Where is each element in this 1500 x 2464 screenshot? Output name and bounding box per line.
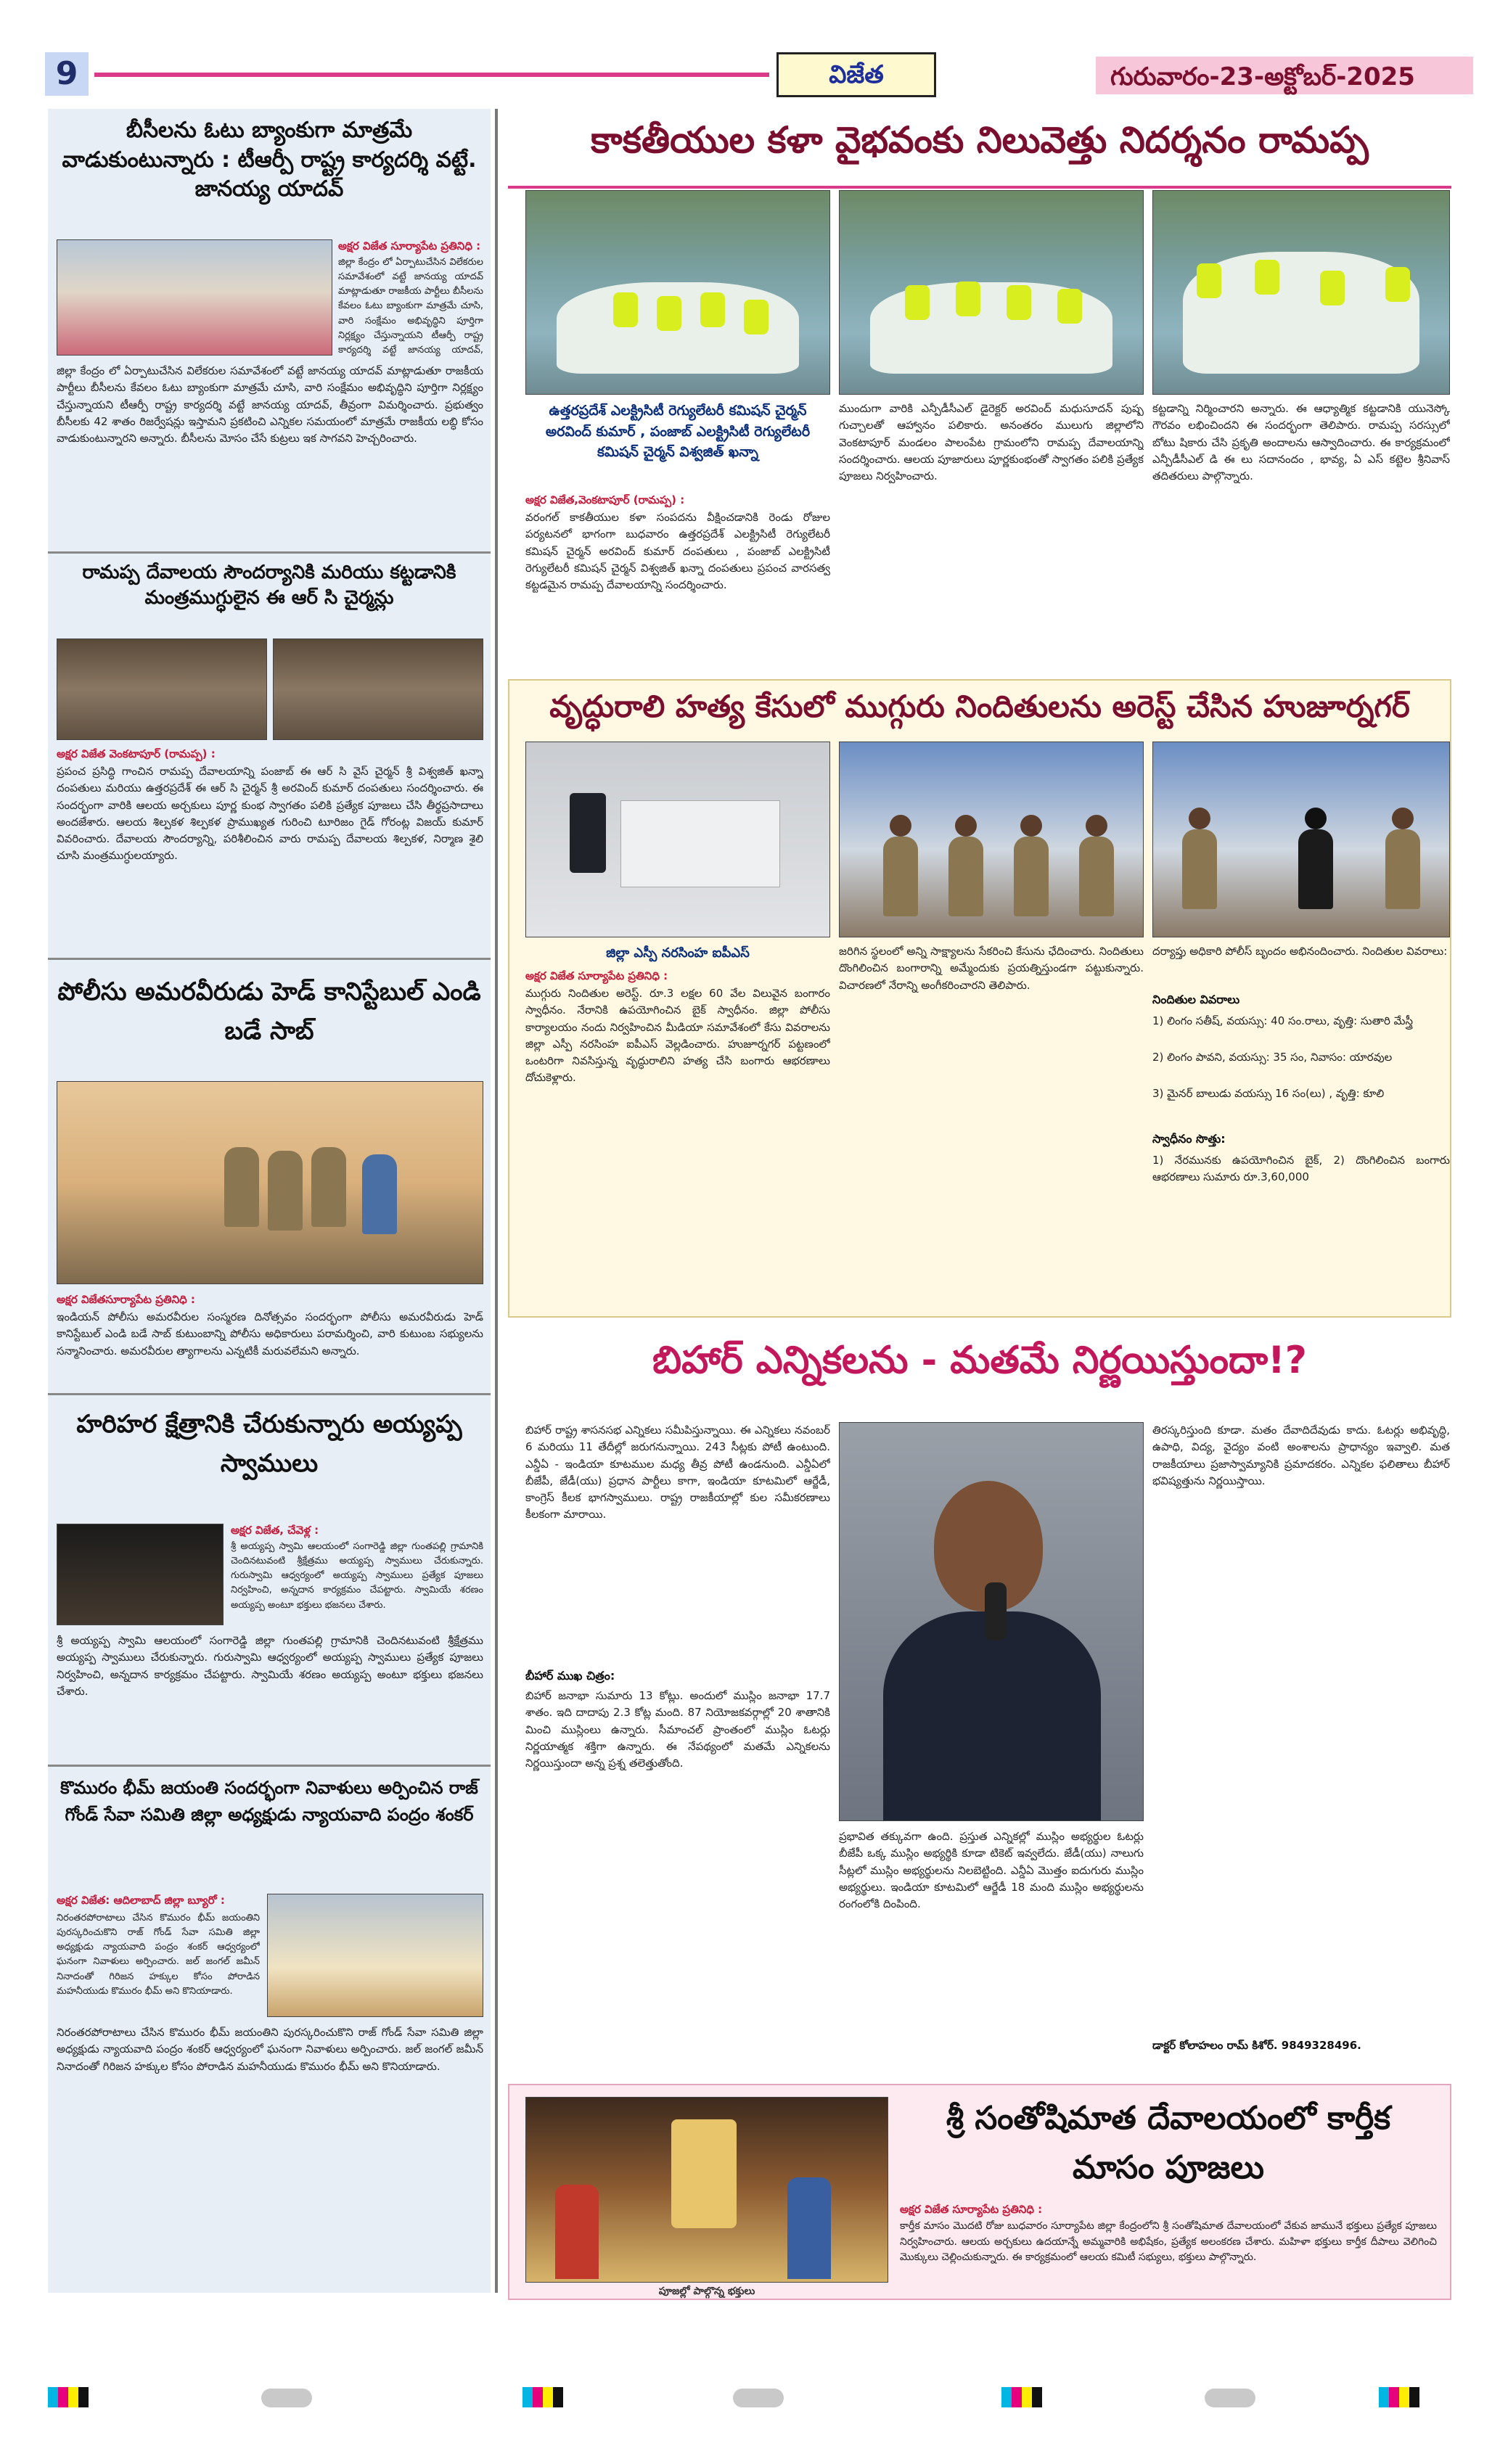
accused-2: 2) లింగం పావని, వయస్సు: 35 సం, నివాసం: యారవుల bbox=[1152, 1051, 1393, 1064]
page-number: 9 bbox=[45, 52, 89, 96]
story-bc-headline: బీసీలను ఓటు బ్యాంకుగా మాత్రమే వాడుకుంటున్నారు : టీఆర్పీ రాష్ట్ర కార్యదర్శి వట్టే. జానయ్య యాదవ్ bbox=[62, 118, 477, 202]
press-meet-photo-2 bbox=[1152, 742, 1450, 937]
reg-mark-yellow bbox=[1022, 2387, 1032, 2407]
reg-mark-black bbox=[78, 2387, 89, 2407]
bihar-headline: బిహార్ ఎన్నికలను - మతమే నిర్ణయిస్తుందా!? bbox=[652, 1339, 1307, 1382]
divider bbox=[48, 1765, 491, 1767]
ramappa-body-col2: ముందుగా వారికి ఎన్పీడీసీఎల్ డైరెక్టర్ అరవింద్ మధుసూదన్ పుష్ప గుచ్చాలతో ఆహ్వానం పలికారు. అనంతరం ములుగు జిల్లాలోని వెంకటాపూర్ మండలం పాలంపేట గ్రామంలోని రామప్ప దేవాలయాన్ని సందర్శించారు. ఆలయ పూజారులు పూర్ణకుంభంతో స్వాగతం పలికి ప్రత్యేక పూజలు నిర్వహించారు. bbox=[839, 402, 1144, 482]
santhoshi-byline: అక్షర విజేత సూర్యాపేట ప్రతినిధి : bbox=[900, 2203, 1043, 2216]
boat-photo-1 bbox=[525, 190, 830, 395]
reg-mark-cyan bbox=[522, 2387, 533, 2407]
story-ramappa-ec-headline: రామప్ప దేవాలయ సౌందర్యానికి మరియు కట్టడానికి మంత్రముగ్ధులైన ఈ ఆర్ సి చైర్మన్లు bbox=[82, 562, 456, 609]
divider bbox=[48, 958, 491, 960]
reg-pill bbox=[1205, 2389, 1255, 2407]
story-bc-body: జిల్లా కేంద్రం లో ఏర్పాటుచేసిన విలేకరుల సమావేశంలో వట్టే జానయ్య యాదవ్ మాట్లాడుతూ రాజకీయ పార్టీలు బీసీలను కేవలం ఓటు బ్యాంకుగా మాత్రమే చూసి, వారి సంక్షేమం అభివృద్ధిని పూర్తిగా నిర్లక్ష్యం చేస్తున్నాయని టీఆర్పీ రాష్ట్ర కార్యదర్శి వట్టే జానయ్య యాదవ్, తీవ్రంగా విమర్శించారు. ప్రభుత్వం బీసీలకు 42 శాతం రిజర్వేషన్లు ఇస్తామని ప్రకటించి ఎన్నికల సమయంలో మాత్రమే రాజకీయ లబ్ధి కోసం వాడుకుంటున్నారని అన్నారు. బీసీలను మోసం చేసే కుట్రలు ఇక సాగవని హెచ్చరించారు. bbox=[57, 364, 483, 445]
reg-mark-black bbox=[1032, 2387, 1042, 2407]
murder-case-body-col1: ముగ్గురు నిందితుల అరెస్ట్. రూ.3 లక్షల 60 వేల విలువైన బంగారం స్వాధీనం. నేరానికి ఉపయోగించిన బైక్ స్వాధీనం. జిల్లా పోలీసు కార్యాలయం నందు నిర్వహించిన మీడియా సమావేశంలో కేసు వివరాలను జిల్లా ఎస్పీ నరసింహ ఐపీఎస్ వెల్లడించారు. హుజూర్నగర్ పట్టణంలో ఒంటరిగా నివసిస్తున్న వృద్ధురాలిని హత్య చేసి బంగారు ఆభరణాలు దోచుకెళ్లారు. bbox=[525, 987, 830, 1085]
murder-case-body-col3: దర్యాప్తు అధికారి పోలీస్ బృందం అభినందించారు. నిందితుల వివరాలు: bbox=[1152, 945, 1448, 958]
story-ayyappa-body: శ్రీ అయ్యప్ప స్వామి ఆలయంలో సంగారెడ్డి జిల్లా గుంతపల్లి గ్రామానికి చెందినటువంటి శ్రీక్షేత్రము అయ్యప్ప స్వాములు చేరుకున్నారు. గురుస్వామి ఆధ్వర్యంలో అయ్యప్ప స్వాములు ప్రత్యేక పూజలు నిర్వహించి, అన్నదాన కార్యక్రమం చేపట్టారు. స్వామియే శరణం అయ్యప్ప అంటూ భక్తులు భజనలు చేశారు. bbox=[57, 1634, 483, 1698]
reg-mark-yellow bbox=[543, 2387, 553, 2407]
ramappa-body-col1: వరంగల్ కాకతీయుల కళా సంపదను వీక్షించడానికి రెండు రోజుల పర్యటనలో భాగంగా బుధవారం ఉత్తరప్రదేశ్ ఎలక్ట్రిసిటీ రెగ్యులేటరీ కమిషన్ చైర్మన్ అరవింద్ కుమార్ దంపతులు , పంజాబ్ ఎలక్ట్రిసిటీ రెగ్యులేటరీ కమిషన్ చైర్మన్ విశ్వజిత్ ఖన్నా దంపతులు ప్రపంచ వారసత్వ కట్టడమైన రామప్ప దేవాలయాన్ని సందర్శించారు. bbox=[525, 511, 830, 591]
story-ramappa-ec-byline: అక్షర విజేత వెంకటాపూర్ (రామప్ప) : bbox=[57, 747, 216, 760]
accused-1: 1) లింగం సతీష్, వయస్సు: 40 సం.రాలు, వృత్తి: సుతారి మేస్త్రీ bbox=[1152, 1014, 1414, 1027]
story-komuram-intro: నిరంతరపోరాటాలు చేసిన కొమురం భీమ్ జయంతిని పురస్కరించుకొని రాజ్ గోండ్ సేవా సమితి జిల్లా అధ్యక్షుడు న్యాయవాది పంద్రం శంకర్ ఆధ్వర్యంలో ఘనంగా నివాళులు అర్పించారు. జల్ జంగల్ జమీన్ నినాదంతో గిరిజన హక్కుల కోసం పోరాడిన మహనీయుడు కొమురం భీమ్ అని కొనియాడారు. bbox=[57, 1913, 260, 1997]
column-divider bbox=[495, 109, 498, 2293]
ayyappa-devotees-photo bbox=[57, 1524, 224, 1625]
murder-case-byline: అక్షర విజేత సూర్యాపేట ప్రతినిధి : bbox=[525, 969, 668, 982]
masthead bbox=[0, 0, 1500, 102]
bihar-subhead: బీహార్ ముఖ చిత్రం: bbox=[525, 1669, 615, 1683]
murder-case-body-col2: జరిగిన స్థలంలో అన్ని సాక్ష్యాలను సేకరించి కేసును ఛేదించారు. నిందితులు దొంగిలించిన బంగారాన్ని అమ్మేందుకు ప్రయత్నిస్తుండగా పట్టుకున్నారు. విచారణలో నేరాన్ని అంగీకరించారని తెలిపారు. bbox=[839, 945, 1144, 992]
santhoshi-headline: శ్రీ సంతోషిమాత దేవాలయంలో కార్తీక మాసం పూజలు bbox=[946, 2100, 1391, 2187]
reg-mark-cyan bbox=[1379, 2387, 1389, 2407]
reg-mark-black bbox=[553, 2387, 563, 2407]
story-bc-byline-wrap bbox=[338, 239, 483, 255]
reg-mark-cyan bbox=[48, 2387, 58, 2407]
story-ramappa-ec-body: ప్రపంచ ప్రసిద్ధి గాంచిన రామప్ప దేవాలయాన్ని పంజాబ్ ఈ ఆర్ సి వైస్ చైర్మన్ శ్రీ విశ్వజిత్ ఖన్నా దంపతులు మరియు ఉత్తరప్రదేశ్ ఈ ఆర్ సి చైర్మన్ శ్రీ అరవింద్ కుమార్ దంపతులు సందర్శించారు. ఈ సందర్భంగా వారికి ఆలయ అర్చకులు పూర్ణ కుంభ స్వాగతం పలికి ప్రత్యేక పూజలు చేసి తీర్థప్రసాదాలు అందజేశారు. ఆలయ శిల్పకళ శిల్పకళ ప్రాముఖ్యత గురించి టూరిజం గైడ్ గోరంట్ల విజయ్ కుమార్ వివరించారు. దేవాలయ సౌందర్యాన్ని, పరిశీలించిన వారు రామప్ప దేవాలయ శిల్పకళ, నిర్మాణ శైలి చూసి మంత్రముగ్ధులయ్యారు. bbox=[57, 765, 483, 863]
bihar-author: డాక్టర్ కోలాహలం రామ్ కిశోర్. 9849328496. bbox=[1152, 2039, 1361, 2052]
santhoshi-photo-caption: పూజల్లో పాల్గొన్న భక్తులు bbox=[658, 2286, 755, 2297]
temple-visit-photo-1 bbox=[57, 638, 267, 740]
ramappa-headline: కాకతీయుల కళా వైభవంకు నిలువెత్తు నిదర్శనం రామప్ప bbox=[591, 119, 1369, 161]
story-martyr-byline: అక్షర విజేతసూర్యాపేట ప్రతినిధి : bbox=[57, 1293, 195, 1306]
reg-mark-magenta bbox=[1389, 2387, 1399, 2407]
ramappa-photo-caption: ఉత్తరప్రదేశ్ ఎలక్ట్రిసిటీ రెగ్యులేటరీ కమిషన్ చైర్మన్ అరవింద్ కుమార్ , పంజాబ్ ఎలక్ట్రిసిటీ రెగ్యులేటరీ కమిషన్ చైర్మన్ విశ్వజిత్ ఖన్నా bbox=[545, 403, 811, 460]
story-ayyappa-byline: అక్షర విజేత, చేవెళ్ల : bbox=[231, 1524, 319, 1537]
ramappa-byline: అక్షర విజేత,వెంకటాపూర్ (రామప్ప) : bbox=[525, 493, 685, 506]
story-komuram-byline: అక్షర విజేత: ఆదిలాబాద్ జిల్లా బ్యూరో : bbox=[57, 1894, 225, 1907]
author-photo bbox=[839, 1422, 1144, 1821]
seized-items-photo bbox=[525, 742, 830, 937]
bihar-body-col1b: బిహార్ జనాభా సుమారు 13 కోట్లు. అందులో ముస్లిం జనాభా 17.7 శాతం. ఇది దాదాపు 2.3 కోట్ల మంది. 87 నియోజకవర్గాల్లో 20 శాతానికి మించి ముస్లింలు ఉన్నారు. సీమాంచల్ ప్రాంతంలో ముస్లిం ఓటర్లు నిర్ణయాత్మక శక్తిగా ఉన్నారు. ఈ నేపథ్యంలో మతమే ఎన్నికలను నిర్ణయిస్తుందా అన్న ప్రశ్న తలెత్తుతోంది. bbox=[525, 1689, 830, 1770]
story-martyr-body: ఇండియన్ పోలీసు అమరవీరుల సంస్మరణ దినోత్సవం సందర్భంగా పోలీసు అమరవీరుడు హెడ్ కానిస్టేబుల్ ఎండి బడే సాబ్ కుటుంబాన్ని పోలీసు అధికారులు పరామర్శించి, వారి కుటుంబ సభ్యులను సన్మానించారు. అమరవీరుల త్యాగాలను ఎన్నటికీ మరువలేమని అన్నారు. bbox=[57, 1310, 483, 1358]
divider bbox=[48, 1393, 491, 1395]
bihar-body-col3: తిరస్కరిస్తుంది కూడా. మతం దేవాదిదేవుడు కాదు. ఓటర్లు అభివృద్ధి, ఉపాధి, విద్య, వైద్యం వంటి అంశాలను ప్రాధాన్యం ఇవ్వాలి. మత రాజకీయాలు ప్రజాస్వామ్యానికి ప్రమాదకరం. ఎన్నికల ఫలితాలు బీహార్ భవిష్యత్తును నిర్ణయిస్తాయి. bbox=[1152, 1424, 1450, 1487]
ramappa-body-col3: కట్టడాన్ని నిర్మించారని అన్నారు. ఈ ఆధ్యాత్మిక కట్టడానికి యునెస్కో గౌరవం లభించిందని ఈ సందర్భంగా తెలిపారు. రామప్ప సరస్సులో బోటు షికారు చేసి ప్రకృతి అందాలను ఆస్వాదించారు. ఈ కార్యక్రమంలో ఎన్పీడీసీఎల్ డి ఈ లు సదానందం , భావ్య, ఏ ఎస్ కట్టెల శ్రీనివాస్ తదితరులు పాల్గొన్నారు. bbox=[1152, 402, 1450, 482]
reg-mark-magenta bbox=[533, 2387, 543, 2407]
seized-items: 1) నేరమునకు ఉపయోగించిన బైక్, 2) దొంగిలించిన బంగారు ఆభరణాలు సుమారు రూ.3,60,000 bbox=[1152, 1154, 1450, 1184]
reg-mark-magenta bbox=[58, 2387, 68, 2407]
reg-pill bbox=[261, 2389, 312, 2407]
reg-pill bbox=[733, 2389, 784, 2407]
boat-photo-3 bbox=[1152, 190, 1450, 395]
story-ayyappa-headline: హరిహర క్షేత్రానికి చేరుకున్నారు అయ్యప్ప స్వాములు bbox=[76, 1410, 462, 1479]
story-martyr-headline: పోలీసు అమరవీరుడు హెడ్ కానిస్టేబుల్ ఎండి బడే సాబ్ bbox=[57, 977, 481, 1046]
bc-meeting-photo bbox=[57, 239, 332, 356]
temple-visit-photo-2 bbox=[273, 638, 483, 740]
story-komuram-headline: కొమురం భీమ్ జయంతి సందర్భంగా నివాళులు అర్పించిన రాజ్ గోండ్ సేవా సమితి జిల్లా అధ్యక్షుడు న్యాయవాది పంద్రం శంకర్ bbox=[60, 1778, 478, 1826]
boat-photo-2 bbox=[839, 190, 1144, 395]
masthead-rule bbox=[94, 73, 769, 77]
story-bc-intro: జిల్లా కేంద్రం లో ఏర్పాటుచేసిన విలేకరుల సమావేశంలో వట్టే జానయ్య యాదవ్ మాట్లాడుతూ రాజకీయ పార్టీలు బీసీలను కేవలం ఓటు బ్యాంకుగా మాత్రమే చూసి, వారి సంక్షేమం అభివృద్ధిని పూర్తిగా నిర్లక్ష్యం చేస్తున్నాయని టీఆర్పీ రాష్ట్ర కార్యదర్శి వట్టే జానయ్య యాదవ్, bbox=[338, 257, 483, 356]
seized-heading: స్వాధీనం సొత్తు: bbox=[1152, 1132, 1226, 1146]
newspaper-logo: విజేత bbox=[776, 52, 936, 97]
edition-date: గురువారం-23-అక్టోబర్-2025 bbox=[1110, 62, 1415, 91]
martyr-family-photo bbox=[57, 1081, 483, 1284]
accused-3: 3) మైనర్ బాలుడు వయస్సు 16 సం(లు) , వృత్తి: కూలి bbox=[1152, 1087, 1385, 1100]
reg-mark-black bbox=[1409, 2387, 1419, 2407]
reg-mark-magenta bbox=[1012, 2387, 1022, 2407]
reg-mark-cyan bbox=[1001, 2387, 1012, 2407]
accused-heading: నిందితుల వివరాలు bbox=[1152, 993, 1240, 1006]
sp-caption: జిల్లా ఎస్పీ నరసింహ ఐపీఎస్ bbox=[606, 945, 750, 961]
story-komuram-body: నిరంతరపోరాటాలు చేసిన కొమురం భీమ్ జయంతిని పురస్కరించుకొని రాజ్ గోండ్ సేవా సమితి జిల్లా అధ్యక్షుడు న్యాయవాది పంద్రం శంకర్ ఆధ్వర్యంలో ఘనంగా నివాళులు అర్పించారు. జల్ జంగల్ జమీన్ నినాదంతో గిరిజన హక్కుల కోసం పోరాడిన మహనీయుడు కొమురం భీమ్ అని కొనియాడారు. bbox=[57, 2026, 483, 2073]
divider bbox=[48, 551, 491, 554]
santhoshi-body: కార్తీక మాసం మొదటి రోజు బుధవారం సూర్యాపేట జిల్లా కేంద్రంలోని శ్రీ సంతోషిమాత దేవాలయంలో వేకువ జామునే భక్తులు ప్రత్యేక పూజలు నిర్వహించారు. ఆలయ అర్చకులు ఉదయాన్నే అమ్మవారికి అభిషేకం, ప్రత్యేక అలంకరణ చేశారు. మహిళా భక్తులు కార్తీక దీపాలు వెలిగించి మొక్కులు చెల్లించుకున్నారు. ఈ కార్యక్రమంలో ఆలయ కమిటీ సభ్యులు, భక్తులు పాల్గొన్నారు. bbox=[900, 2220, 1437, 2264]
murder-case-headline: వృద్ధురాలి హత్య కేసులో ముగ్గురు నిందితులను అరెస్ట్ చేసిన హుజూర్నగర్ bbox=[549, 689, 1410, 724]
santhoshi-temple-photo bbox=[525, 2097, 888, 2283]
story-ayyappa-intro: శ్రీ అయ్యప్ప స్వామి ఆలయంలో సంగారెడ్డి జిల్లా గుంతపల్లి గ్రామానికి చెందినటువంటి శ్రీక్షేత్రము అయ్యప్ప స్వాములు చేరుకున్నారు. గురుస్వామి ఆధ్వర్యంలో అయ్యప్ప స్వాములు ప్రత్యేక పూజలు నిర్వహించి, అన్నదాన కార్యక్రమం చేపట్టారు. స్వామియే శరణం అయ్యప్ప అంటూ భక్తులు భజనలు చేశారు. bbox=[231, 1541, 483, 1611]
story-bc-byline: అక్షర విజేత సూర్యాపేట ప్రతినిధి : bbox=[338, 239, 481, 252]
reg-mark-yellow bbox=[1399, 2387, 1409, 2407]
press-meet-photo-1 bbox=[839, 742, 1144, 937]
reg-mark-yellow bbox=[68, 2387, 78, 2407]
komuram-tribute-photo bbox=[267, 1894, 483, 2017]
bihar-body-col2: ప్రభావిత తక్కువగా ఉంది. ప్రస్తుత ఎన్నికల్లో ముస్లిం అభ్యర్థుల ఓటర్లు బీజేపీ ఒక్క ముస్లిం అభ్యర్థికి కూడా టికెట్ ఇవ్వలేదు. జేడీ(యు) నాలుగు సీట్లలో ముస్లిం అభ్యర్థులను నిలబెట్టింది. ఎన్డీఏ మొత్తం ఐదుగురు ముస్లిం అభ్యర్థులు. ఇండియా కూటమిలో ఆర్జేడీ 18 మంది ముస్లిం అభ్యర్థులను రంగంలోకి దింపింది. bbox=[839, 1830, 1144, 1910]
bihar-body-col1: బిహార్ రాష్ట్ర శాసనసభ ఎన్నికలు సమీపిస్తున్నాయి. ఈ ఎన్నికలు నవంబర్ 6 మరియు 11 తేదీల్లో జరుగనున్నాయి. 243 సీట్లకు పోటీ ఉంటుంది. ఎన్డీఏ - ఇండియా కూటముల మధ్య తీవ్ర పోటీ ఉండనుంది. ఎన్డీఏలో బీజేపీ, జేడీ(యు) ప్రధాన పార్టీలు కాగా, ఇండియా కూటమిలో ఆర్జేడీ, కాంగ్రెస్ కీలక భాగస్వాములు. రాష్ట్ర రాజకీయాల్లో కుల సమీకరణాలు కీలకంగా మారాయి. bbox=[525, 1424, 830, 1521]
